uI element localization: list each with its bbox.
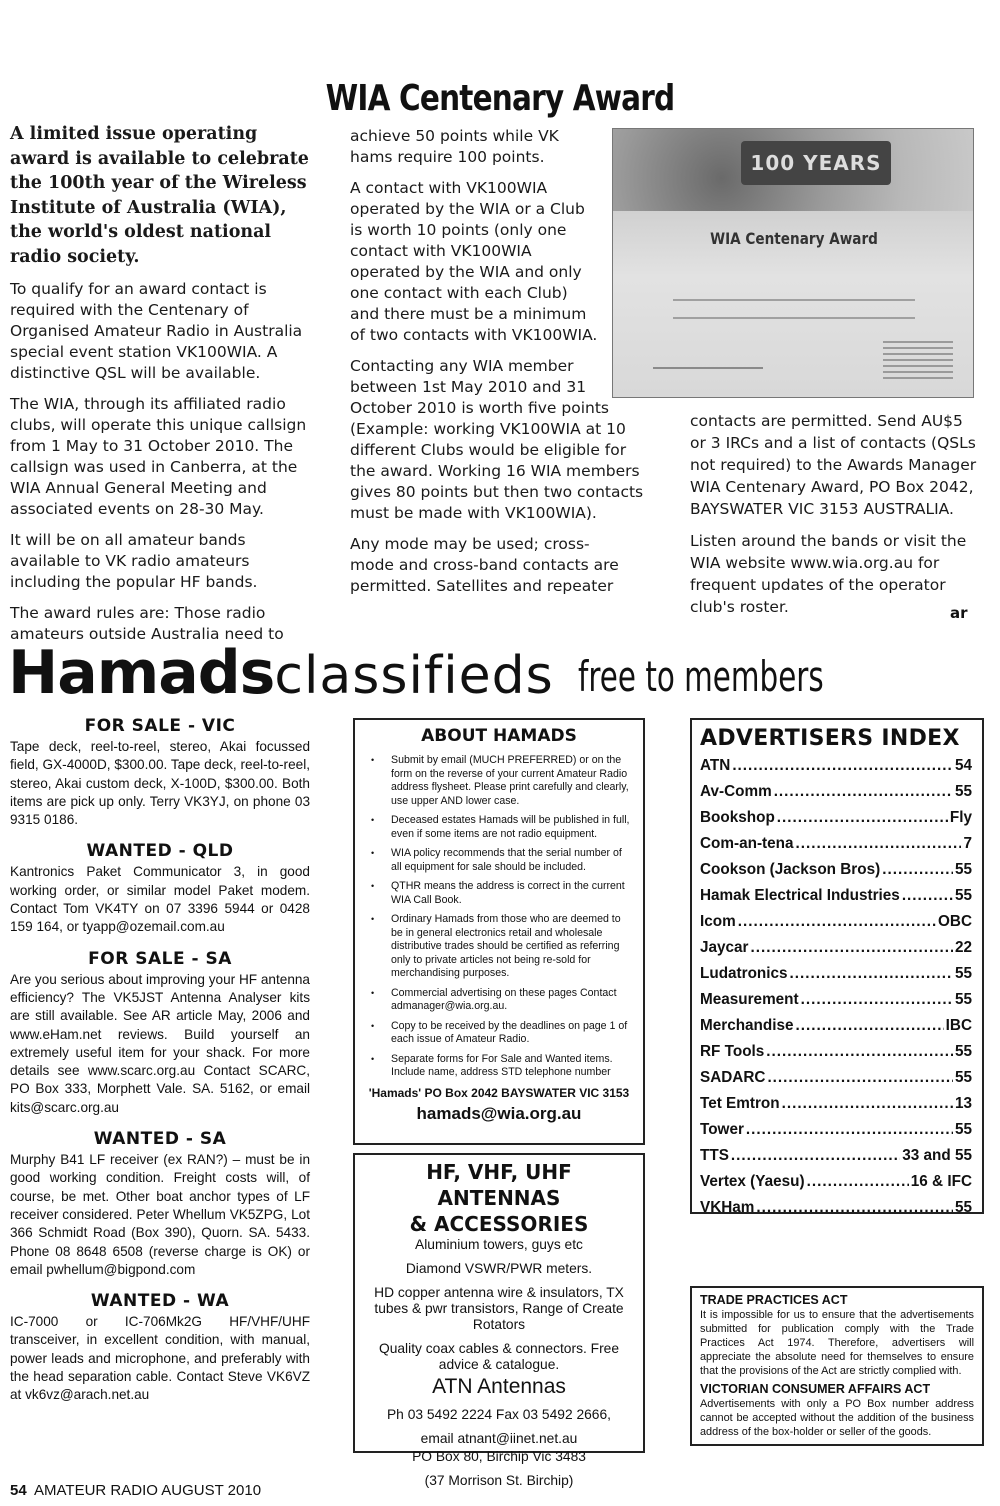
article-paragraph: achieve 50 points while VK hams require 100 points. [350,127,559,166]
dot-leader [774,779,953,805]
article-column-2 [350,126,650,607]
advertiser-page: 13 [954,1095,972,1112]
advertiser-name: Icom [700,913,736,930]
classified-body: Tape deck, reel-to-reel, stereo, Akai focussed field, GX-4000D, $300.00. Tape deck, reel-to-reel, stereo, Akai custom deck, X-100D, $300.00. Both items are pick up only. Terry VK3YJ, on phone 03 9315 0186. [10,739,310,828]
advertiser-page: 55 [954,783,972,800]
advertiser-row [700,909,972,935]
advertiser-row [700,1091,972,1117]
dot-leader [807,1169,909,1195]
about-hamads-title: ABOUT HAMADS [421,726,577,746]
dot-leader [732,753,953,779]
classified-body: Murphy B41 LF receiver (ex RAN?) – must be in good working condition. Freight costs will, of course, be met. Other boat anchor types of LF receiver considered. Peter Whellum VK5ZPG, Lot 366 Schmidt Road (Box 390), Quorn. SA. 5433. Phone 08 8648 6508 (reverse charge is OK) or email pwhellum@bigpond.com [10,1152,310,1277]
dot-leader [902,883,953,909]
classified-heading: FOR SALE - SA [88,948,232,969]
advertisers-list [700,753,972,1221]
advertiser-page: 55 [954,1043,972,1060]
list-item: • QTHR means the address is correct in the current WIA Call Book. [365,880,633,907]
advertiser-page: 55 [954,1121,972,1138]
advertiser-name: Com-an-tena [700,835,794,852]
banner-classifieds: classifieds [274,646,554,706]
consumer-affairs-text: Advertisements with only a PO Box number address cannot be accepted without the addition of the business address of the box-holder or seller of the goods. [700,1398,974,1438]
advertiser-page: IBC [945,1017,972,1034]
antennas-street: (37 Morrison St. Birchip) [424,1473,574,1488]
classified-heading: WANTED - SA [93,1129,227,1150]
advertiser-page: 55 [954,965,972,982]
dot-leader [795,831,961,857]
advertiser-row [700,805,972,831]
antennas-email: email atnant@iinet.net.au [420,1431,578,1446]
antennas-brand: ATN Antennas [432,1375,566,1398]
antennas-title-line-1: HF, VHF, UHF ANTENNAS [426,1160,572,1210]
dot-leader [801,987,953,1013]
advertiser-name: Av-Comm [700,783,772,800]
advertiser-name: Jaycar [700,939,749,956]
antennas-line: Diamond VSWR/PWR meters. [405,1261,593,1276]
dot-leader [766,1039,953,1065]
advertiser-page: OBC [938,913,972,930]
advertiser-name: Ludatronics [700,965,788,982]
advertiser-row [700,753,972,779]
advertiser-page: 33 and 55 [902,1147,972,1164]
dot-leader [731,1143,900,1169]
advertiser-name: Hamak Electrical Industries [700,887,900,904]
classified-body: Kantronics Paket Communicator 3, in good working order, or similar model Paket modem. Contact Tom VK4TY on 07 3396 5944 or 0428 159 164, or tyapp@ozemail.com.au [10,864,310,935]
antennas-ad [353,1153,645,1488]
article-column-3 [690,410,980,628]
advertiser-row [700,935,972,961]
advertiser-name: SADARC [700,1069,766,1086]
advertiser-name: TTS [700,1147,729,1164]
list-item: • Copy to be received by the deadlines on page 1 of each issue of Amateur Radio. [365,1020,633,1047]
advertiser-row [700,1039,972,1065]
advertiser-row [700,831,972,857]
list-item: • Submit by email (MUCH PREFERRED) or on the form on the reverse of your current Amateur Radio address flysheet. Please print carefully and clearly, use upper AND lower case. [365,754,633,808]
article-paragraph: The WIA, through its affiliated radio clubs, will operate this unique callsign from 1 May to 31 October 2010. The callsign was used in Canberra, at the WIA Annual General Meeting and associated events on 28-30 May. [10,395,307,518]
dot-leader [751,935,953,961]
certificate-address-block [883,341,953,381]
list-item: • WIA policy recommends that the serial number of all equipment for sale should be included. [365,847,633,874]
article-paragraph: It will be on all amateur bands available to VK radio amateurs including the popular HF bands. [10,531,258,591]
classifieds-column [10,712,310,1417]
article-paragraph: Contacting any WIA member between 1st May 2010 and 31 October 2010 is worth five points (Example: working VK100WIA at 10 different Clubs would be eligible for the award. Working 16 WIA members gives 80 points but then two contacts must be made with VK100WIA). [350,357,644,522]
publication-name: AMATEUR RADIO AUGUST 2010 [34,1482,262,1499]
advertiser-row [700,1065,972,1091]
about-hamads-list [365,754,633,1080]
advertiser-name: Cookson (Jackson Bros) [700,861,881,878]
advertiser-row [700,961,972,987]
advertiser-name: Tet Emtron [700,1095,780,1112]
trade-practices-text: It is impossible for us to ensure that the advertisements submitted for publication comply with the Trade Practices Act 1974. Therefore, advertisers will appreciate the absolute need for themselves to ensure that the provisions of the Act are strictly complied with. [700,1309,974,1377]
hamads-banner [8,638,824,708]
advertiser-page: 7 [963,835,972,852]
article-paragraph: A contact with VK100WIA operated by the WIA or a Club is worth 10 points (only one contact with VK100WIA operated by the WIA and only one contact with each Club) and there must be a minimum of two contacts with VK100WIA. [350,179,598,344]
advertiser-page: 55 [954,1199,972,1216]
certificate-image [612,128,974,398]
advertiser-page: 54 [954,757,972,774]
dot-leader [882,857,953,883]
classified-body: Are you serious about improving your HF antenna efficiency? The VK5JST Antenna Analyser kits are still available. See AR article May, 2006 and www.eHam.net reviews. Build yourself an extremely useful item for your shack. For more details see www.scarc.org.au Contact SCARC, PO Box 333, Morphett Vale. SA. 5162, or email kits@scarc.org.au [10,971,310,1115]
advertiser-name: Bookshop [700,809,775,826]
dot-leader [790,961,953,987]
classified-heading: WANTED - WA [90,1291,230,1312]
advertiser-row [700,779,972,805]
article-title: WIA Centenary Award [325,78,675,119]
dot-leader [738,909,936,935]
article-paragraph: Listen around the bands or visit the WIA website www.wia.org.au for frequent updates of the operator club's roster. [690,532,967,616]
certificate-title: WIA Centenary Award [710,229,878,248]
advertiser-name: RF Tools [700,1043,765,1060]
advertiser-page: 16 & IFC [910,1173,972,1190]
advertiser-page: 55 [954,861,972,878]
trade-practices-heading: TRADE PRACTICES ACT [700,1293,848,1307]
article-paragraph: The award rules are: Those radio amateurs outside Australia need to [10,604,284,643]
banner-hamads: Hamads [8,638,275,708]
advertiser-row [700,883,972,909]
hamads-email: hamads@wia.org.au [416,1103,582,1123]
list-item: • Commercial advertising on these pages Contact admanager@wia.org.au. [365,987,633,1014]
article-paragraph: Any mode may be used; cross-mode and cross-band contacts are permitted. Satellites and repeater [350,535,619,595]
page-footer [10,1482,261,1499]
article-lead: A limited issue operating award is available to celebrate the 100th year of the Wireless Institute of Australia (WIA), the world's oldest national radio society. [10,124,309,267]
about-hamads-box [353,718,645,1145]
dot-leader [782,1091,953,1117]
advertiser-row [700,987,972,1013]
page-number: 54 [10,1482,27,1499]
advertiser-row [700,857,972,883]
advertiser-row [700,1117,972,1143]
antennas-line: HD copper antenna wire & insulators, TX tubes & pwr transistors, Range of Create Rotators [374,1285,624,1332]
advertiser-name: ATN [700,757,731,774]
article-column-1 [10,122,310,655]
antennas-line: Quality coax cables & connectors. Free advice & catalogue. [378,1341,620,1372]
advertiser-name: Measurement [700,991,799,1008]
advertiser-row [700,1169,972,1195]
dot-leader [756,1195,953,1221]
list-item: • Ordinary Hamads from those who are deemed to be in general electronics retail and wholesale distributive trades should be certified as referring only to private articles not being re-sold for merchandising purposes. [365,913,633,981]
advertisers-index [690,718,984,1214]
dot-leader [796,1013,944,1039]
advertiser-name: Vertex (Yaesu) [700,1173,805,1190]
dot-leader [777,805,948,831]
advertiser-row [700,1013,972,1039]
trade-practices-box [690,1286,984,1446]
advertisers-index-title: ADVERTISERS INDEX [700,726,960,751]
article-paragraph: contacts are permitted. Send AU$5 or 3 IRCs and a list of contacts (QSLs not required) to the Awards Manager WIA Centenary Award, PO Box 2042, BAYSWATER VIC 3153 AUSTRALIA. [690,412,977,518]
advertiser-page: 55 [954,887,972,904]
list-item: • Separate forms for For Sale and Wanted items. Include name, address STD telephone number [365,1053,633,1080]
dot-leader [767,1065,953,1091]
certificate-badge: 100 YEARS [741,141,891,185]
advertiser-row [700,1195,972,1221]
certificate-text-lines [673,299,915,319]
classified-heading: FOR SALE - VIC [84,716,236,736]
antennas-title-line-2: & ACCESSORIES [409,1212,589,1236]
advertiser-page: 55 [954,1069,972,1086]
article-end-mark: ar [950,604,968,622]
certificate-signature-line [653,367,763,369]
advertiser-page: 55 [954,991,972,1008]
advertiser-page: 22 [954,939,972,956]
hamads-po-box: 'Hamads' PO Box 2042 BAYSWATER VIC 3153 [368,1085,630,1100]
banner-free-to-members: free to members [578,652,824,701]
advertiser-page: Fly [949,809,972,826]
advertiser-row [700,1143,972,1169]
antennas-po-box: PO Box 80, Birchip Vic 3483 [412,1449,586,1464]
advertiser-name: Merchandise [700,1017,794,1034]
consumer-affairs-heading: VICTORIAN CONSUMER AFFAIRS ACT [700,1382,931,1396]
article-paragraph: To qualify for an award contact is required with the Centenary of Organised Amateur Radio in Australia special event station VK100WIA. A distinctive QSL will be available. [10,280,303,382]
classified-body: IC-7000 or IC-706Mk2G HF/VHF/UHF transceiver, in excellent condition, with manual, power leads and microphone, and preferably with the head separation cable. Contact Steve VK6VZ at vk6vz@arach.net.au [10,1314,310,1403]
advertiser-name: Tower [700,1121,744,1138]
advertiser-name: VKHam [700,1199,755,1216]
antennas-line: Aluminium towers, guys etc [415,1237,583,1252]
dot-leader [746,1117,953,1143]
antennas-phone: Ph 03 5492 2224 Fax 03 5492 2666, [386,1407,611,1422]
list-item: • Deceased estates Hamads will be published in full, even if some items are not radio equipment. [365,814,633,841]
classified-heading: WANTED - QLD [86,841,234,862]
